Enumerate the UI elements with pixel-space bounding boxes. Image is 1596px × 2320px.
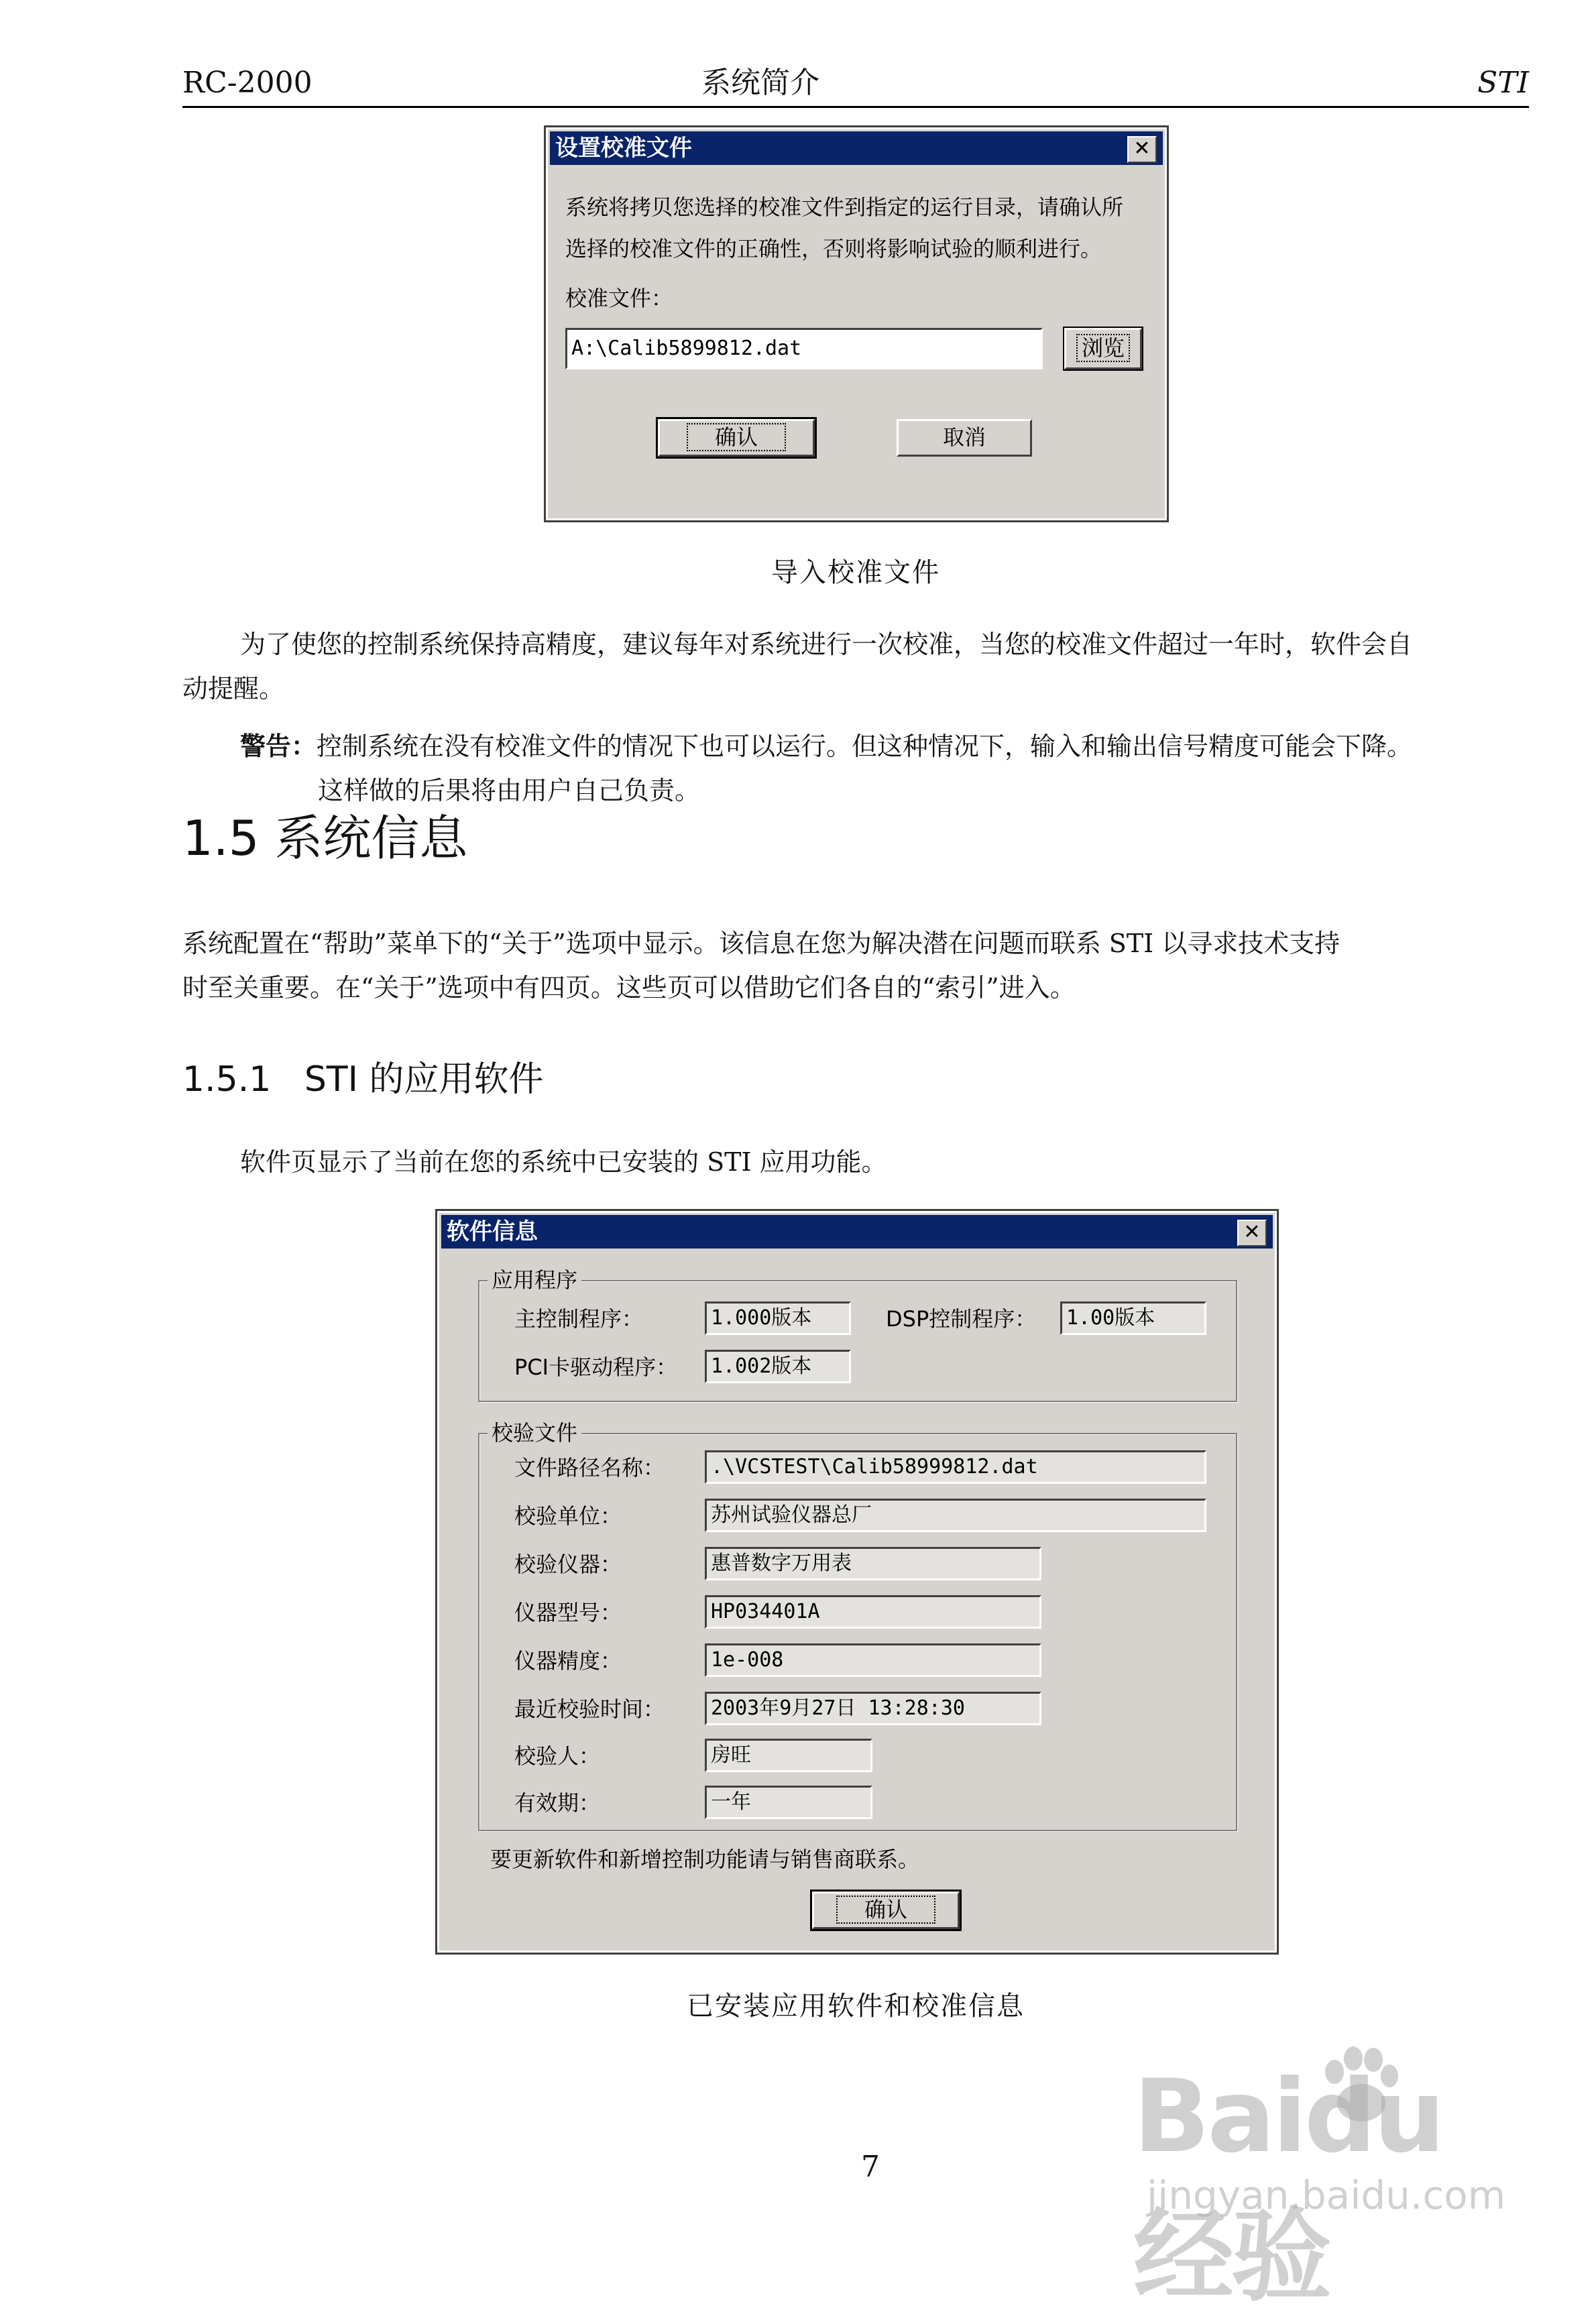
validity-period-value: 一年 — [705, 1786, 872, 1819]
software-info-dialog — [437, 1211, 1277, 1953]
pci-driver-label: PCI卡驱动程序： — [514, 1354, 678, 1380]
dialog-title-bar — [550, 131, 1163, 165]
calibration-instrument-value: 惠普数字万用表 — [705, 1547, 1041, 1580]
header-chapter-title: 系统简介 — [701, 66, 819, 100]
main-program-label: 主控制程序： — [514, 1306, 644, 1332]
calibration-unit-label: 校验单位： — [514, 1503, 622, 1529]
calibration-file-group — [478, 1420, 1237, 1831]
update-contact-note: 要更新软件和新增控制功能请与销售商联系。 — [490, 1847, 920, 1872]
dialog-title-bar — [441, 1215, 1273, 1249]
application-group-label: 应用程序 — [488, 1267, 581, 1293]
baidu-watermark — [1133, 2045, 1536, 2315]
paragraph-system-info-line1: 系统配置在“帮助”菜单下的“关于”选项中显示。该信息在您为解决潜在问题而联系 STI 以寻求技术支持 — [182, 929, 1341, 958]
page-number: 7 — [861, 2150, 880, 2184]
instrument-accuracy-label: 仪器精度： — [514, 1648, 622, 1674]
dialog-message-line1: 系统将拷贝您选择的校准文件到指定的运行目录，请确认所 — [565, 194, 1124, 220]
main-program-version: 1.000版本 — [705, 1301, 851, 1335]
ok-button[interactable]: 确认 — [812, 1892, 960, 1929]
header-rule — [182, 106, 1529, 108]
close-icon[interactable]: ✕ — [1127, 136, 1157, 163]
paragraph-calibration-line2: 动提醒。 — [182, 674, 285, 703]
close-icon[interactable]: ✕ — [1237, 1220, 1267, 1246]
warning-line1 — [240, 724, 1412, 768]
file-path-label: 文件路径名称： — [514, 1455, 665, 1481]
dsp-program-version: 1.00版本 — [1060, 1301, 1206, 1335]
section-title: 1.5 系统信息 — [182, 810, 468, 866]
warning-line2: 这样做的后果将由用户自己负责。 — [318, 776, 701, 805]
calibration-instrument-label: 校验仪器： — [514, 1552, 622, 1577]
validity-period-label: 有效期： — [514, 1790, 601, 1816]
dialog-title: 软件信息 — [447, 1218, 538, 1245]
browse-button[interactable]: 浏览 — [1064, 328, 1142, 369]
figure-caption-1: 导入校准文件 — [771, 557, 940, 588]
calibration-file-label: 校准文件： — [565, 286, 673, 311]
pci-driver-version: 1.002版本 — [705, 1350, 851, 1383]
warning-prefix: 警告： — [240, 732, 317, 761]
ok-button[interactable]: 确认 — [658, 419, 815, 457]
calibration-unit-value: 苏州试验仪器总厂 — [705, 1499, 1206, 1532]
paragraph-system-info-line2: 时至关重要。在“关于”选项中有四页。这些页可以借助它们各自的“索引”进入。 — [182, 973, 1076, 1002]
dialog-message-line2: 选择的校准文件的正确性，否则将影响试验的顺利进行。 — [565, 236, 1102, 262]
watermark-url: jingyan.baidu.com — [1147, 2172, 1506, 2218]
instrument-accuracy-value: 1e-008 — [705, 1643, 1041, 1677]
last-calibration-time-value: 2003年9月27日 13:28:30 — [705, 1692, 1041, 1725]
file-path-value: .\VCSTEST\Calib58999812.dat — [705, 1450, 1206, 1484]
cancel-button[interactable]: 取消 — [897, 419, 1032, 457]
last-calibration-time-label: 最近校验时间： — [514, 1696, 665, 1722]
calibrator-value: 房旺 — [705, 1739, 872, 1772]
instrument-model-value: HP034401A — [705, 1595, 1041, 1629]
watermark-logo: Baidu经验 — [1133, 2058, 1443, 2315]
instrument-model-label: 仪器型号： — [514, 1600, 622, 1625]
paragraph-software-page: 软件页显示了当前在您的系统中已安装的 STI 应用功能。 — [240, 1147, 887, 1177]
set-calibration-dialog — [546, 127, 1167, 520]
calibrator-label: 校验人： — [514, 1743, 601, 1769]
subsection-title: 1.5.1 STI 的应用软件 — [182, 1059, 544, 1100]
header-doc-id: RC-2000 — [182, 66, 312, 100]
header-company: STI — [1477, 66, 1529, 100]
dialog-title: 设置校准文件 — [555, 135, 692, 162]
paragraph-calibration-line1: 为了使您的控制系统保持高精度，建议每年对系统进行一次校准，当您的校准文件超过一年时，软件会自 — [240, 630, 1413, 659]
dsp-program-label: DSP控制程序： — [886, 1306, 1037, 1332]
application-group — [478, 1267, 1237, 1402]
figure-caption-2: 已安装应用软件和校准信息 — [687, 1991, 1025, 2022]
calibration-file-input[interactable]: A:\Calib5899812.dat — [565, 328, 1043, 369]
calibration-file-group-label: 校验文件 — [488, 1419, 581, 1446]
warning-text: 控制系统在没有校准文件的情况下也可以运行。但这种情况下，输入和输出信号精度可能会下降。 — [317, 732, 1413, 761]
